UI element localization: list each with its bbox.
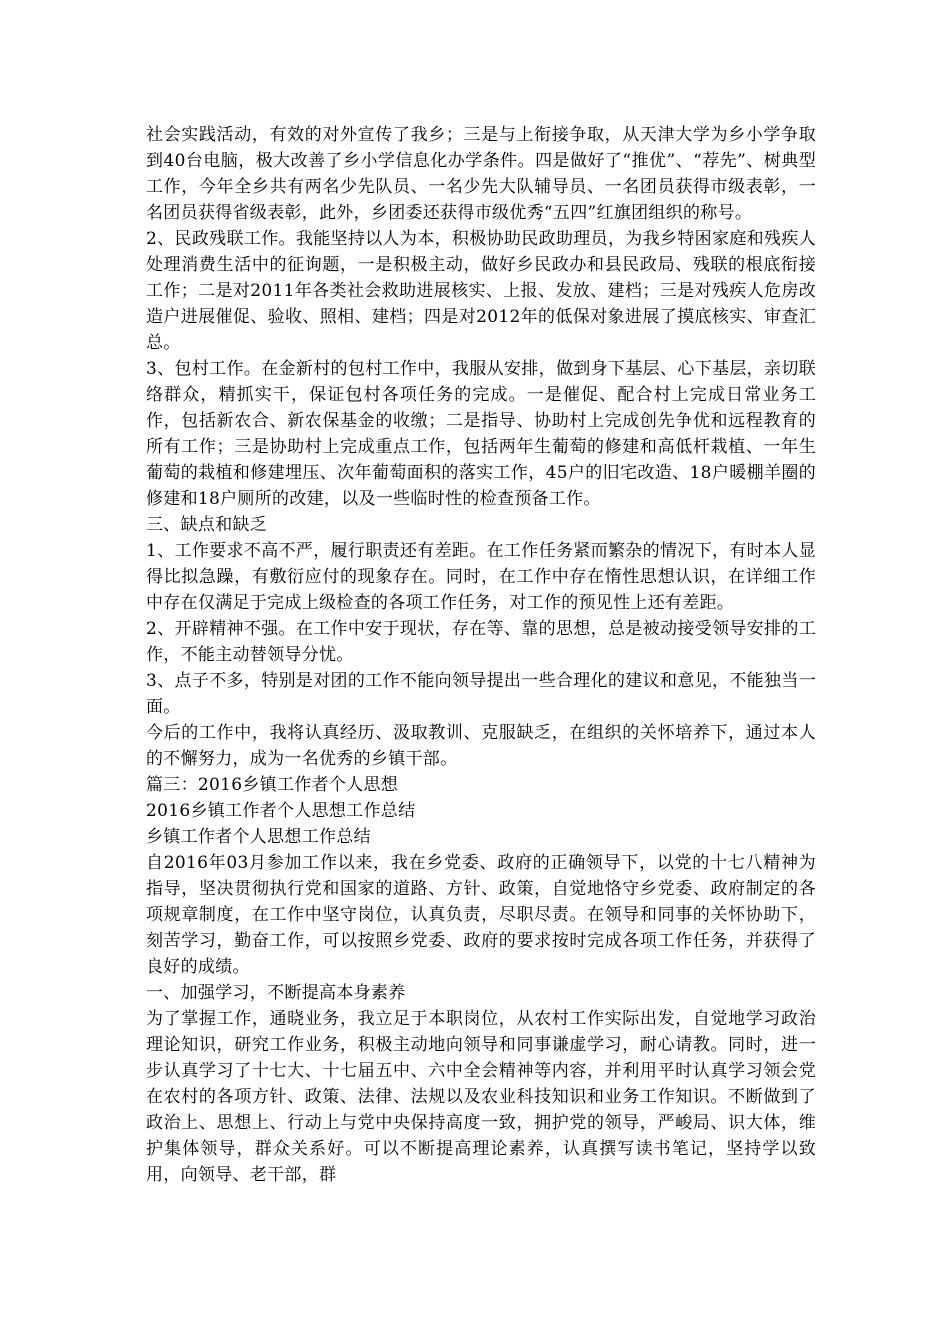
paragraph-shortcoming-3: 3、点子不多，特别是对团的工作不能向领导提出一些合理化的建议和意见，不能独当一面。 (146, 671, 816, 717)
article-subtitle: 乡镇工作者个人思想工作总结 (146, 827, 371, 847)
section-heading-study: 一、加强学习，不断提高本身素养 (146, 983, 406, 1003)
document-body (146, 122, 816, 1188)
paragraph-league-work-continued: 社会实践活动，有效的对外宣传了我乡；三是与上衔接争取，从天津大学为乡小学争取到40台电脑，极大改善了乡小学信息化办学条件。四是做好了“推优”、“荐先”、树典型工作，今年全乡共有两名少先队员、一名少先大队辅导员、一名团员获得市级表彰，一名团员获得省级表彰，此外，乡团委还获得市级优秀“五四”红旗团组织的称号。 (146, 125, 816, 223)
section-heading-shortcomings: 三、缺点和缺乏 (146, 515, 268, 535)
paragraph-study-details: 为了掌握工作，通晓业务，我立足于本职岗位，从农村工作实际出发，自觉地学习政治理论知识，研究工作业务，积极主动地向领导和同事谦虚学习，耐心请教。同时，进一步认真学习了十七大、十七届五中、六中全会精神等内容，并利用平时认真学习领会党在农村的各项方针、政策、法律、法规以及农业科技知识和业务工作知识。不断做到了政治上、思想上、行动上与党中央保持高度一致，拥护党的领导，严峻局、识大体，维护集体领导，群众关系好。可以不断提高理论素养，认真撰写读书笔记，坚持学以致用，向领导、老干部，群 (146, 1009, 816, 1185)
paragraph-civil-affairs-work: 2、民政残联工作。我能坚持以人为本，积极协助民政助理员，为我乡特困家庭和残疾人处理消费生活中的征询题，一是积极主动，做好乡民政办和县民政局、残联的根底衔接工作；二是对2011年各类社会救助进展核实、上报、发放、建档；三是对残疾人危房改造户进展催促、验收、照相、建档；四是对2012年的低保对象进展了摸底核实、审查汇总。 (146, 229, 816, 353)
article-title: 2016乡镇工作者个人思想工作总结 (146, 801, 416, 821)
paragraph-future-plans: 今后的工作中，我将认真经历、汲取教训、克服缺乏，在组织的关怀培养下，通过本人的不懈努力，成为一名优秀的乡镇干部。 (146, 723, 816, 769)
paragraph-shortcoming-2: 2、开辟精神不强。在工作中安于现状，存在等、靠的思想，总是被动接受领导安排的工作，不能主动替领导分忧。 (146, 619, 816, 665)
paragraph-shortcoming-1: 1、工作要求不高不严，履行职责还有差距。在工作任务紧而繁杂的情况下，有时本人显得比拟急躁，有敷衍应付的现象存在。同时，在工作中存在惰性思想认识，在详细工作中存在仅满足于完成上级检查的各项工作任务，对工作的预见性上还有差距。 (146, 541, 816, 613)
article-heading-part-three: 篇三：2016乡镇工作者个人思想 (146, 775, 399, 795)
paragraph-introduction: 自2016年03月参加工作以来，我在乡党委、政府的正确领导下，以党的十七八精神为指导，坚决贯彻执行党和国家的道路、方针、政策，自觉地恪守乡党委、政府制定的各项规章制度，在工作中坚守岗位，认真负责，尽职尽责。在领导和同事的关怀协助下，刻苦学习，勤奋工作，可以按照乡党委、政府的要求按时完成各项工作任务，并获得了良好的成绩。 (146, 853, 816, 977)
paragraph-village-work: 3、包村工作。在金新村的包村工作中，我服从安排，做到身下基层、心下基层，亲切联络群众，精抓实干，保证包村各项任务的完成。一是催促、配合村上完成日常业务工作，包括新农合、新农保基金的收缴；二是指导、协助村上完成创先争优和远程教育的所有工作；三是协助村上完成重点工作，包括两年生葡萄的修建和高低杆栽植、一年生葡萄的栽植和修建埋压、次年葡萄面积的落实工作，45户的旧宅改造、18户暖棚羊圈的修建和18户厕所的改建，以及一些临时性的检查预备工作。 (146, 359, 816, 509)
